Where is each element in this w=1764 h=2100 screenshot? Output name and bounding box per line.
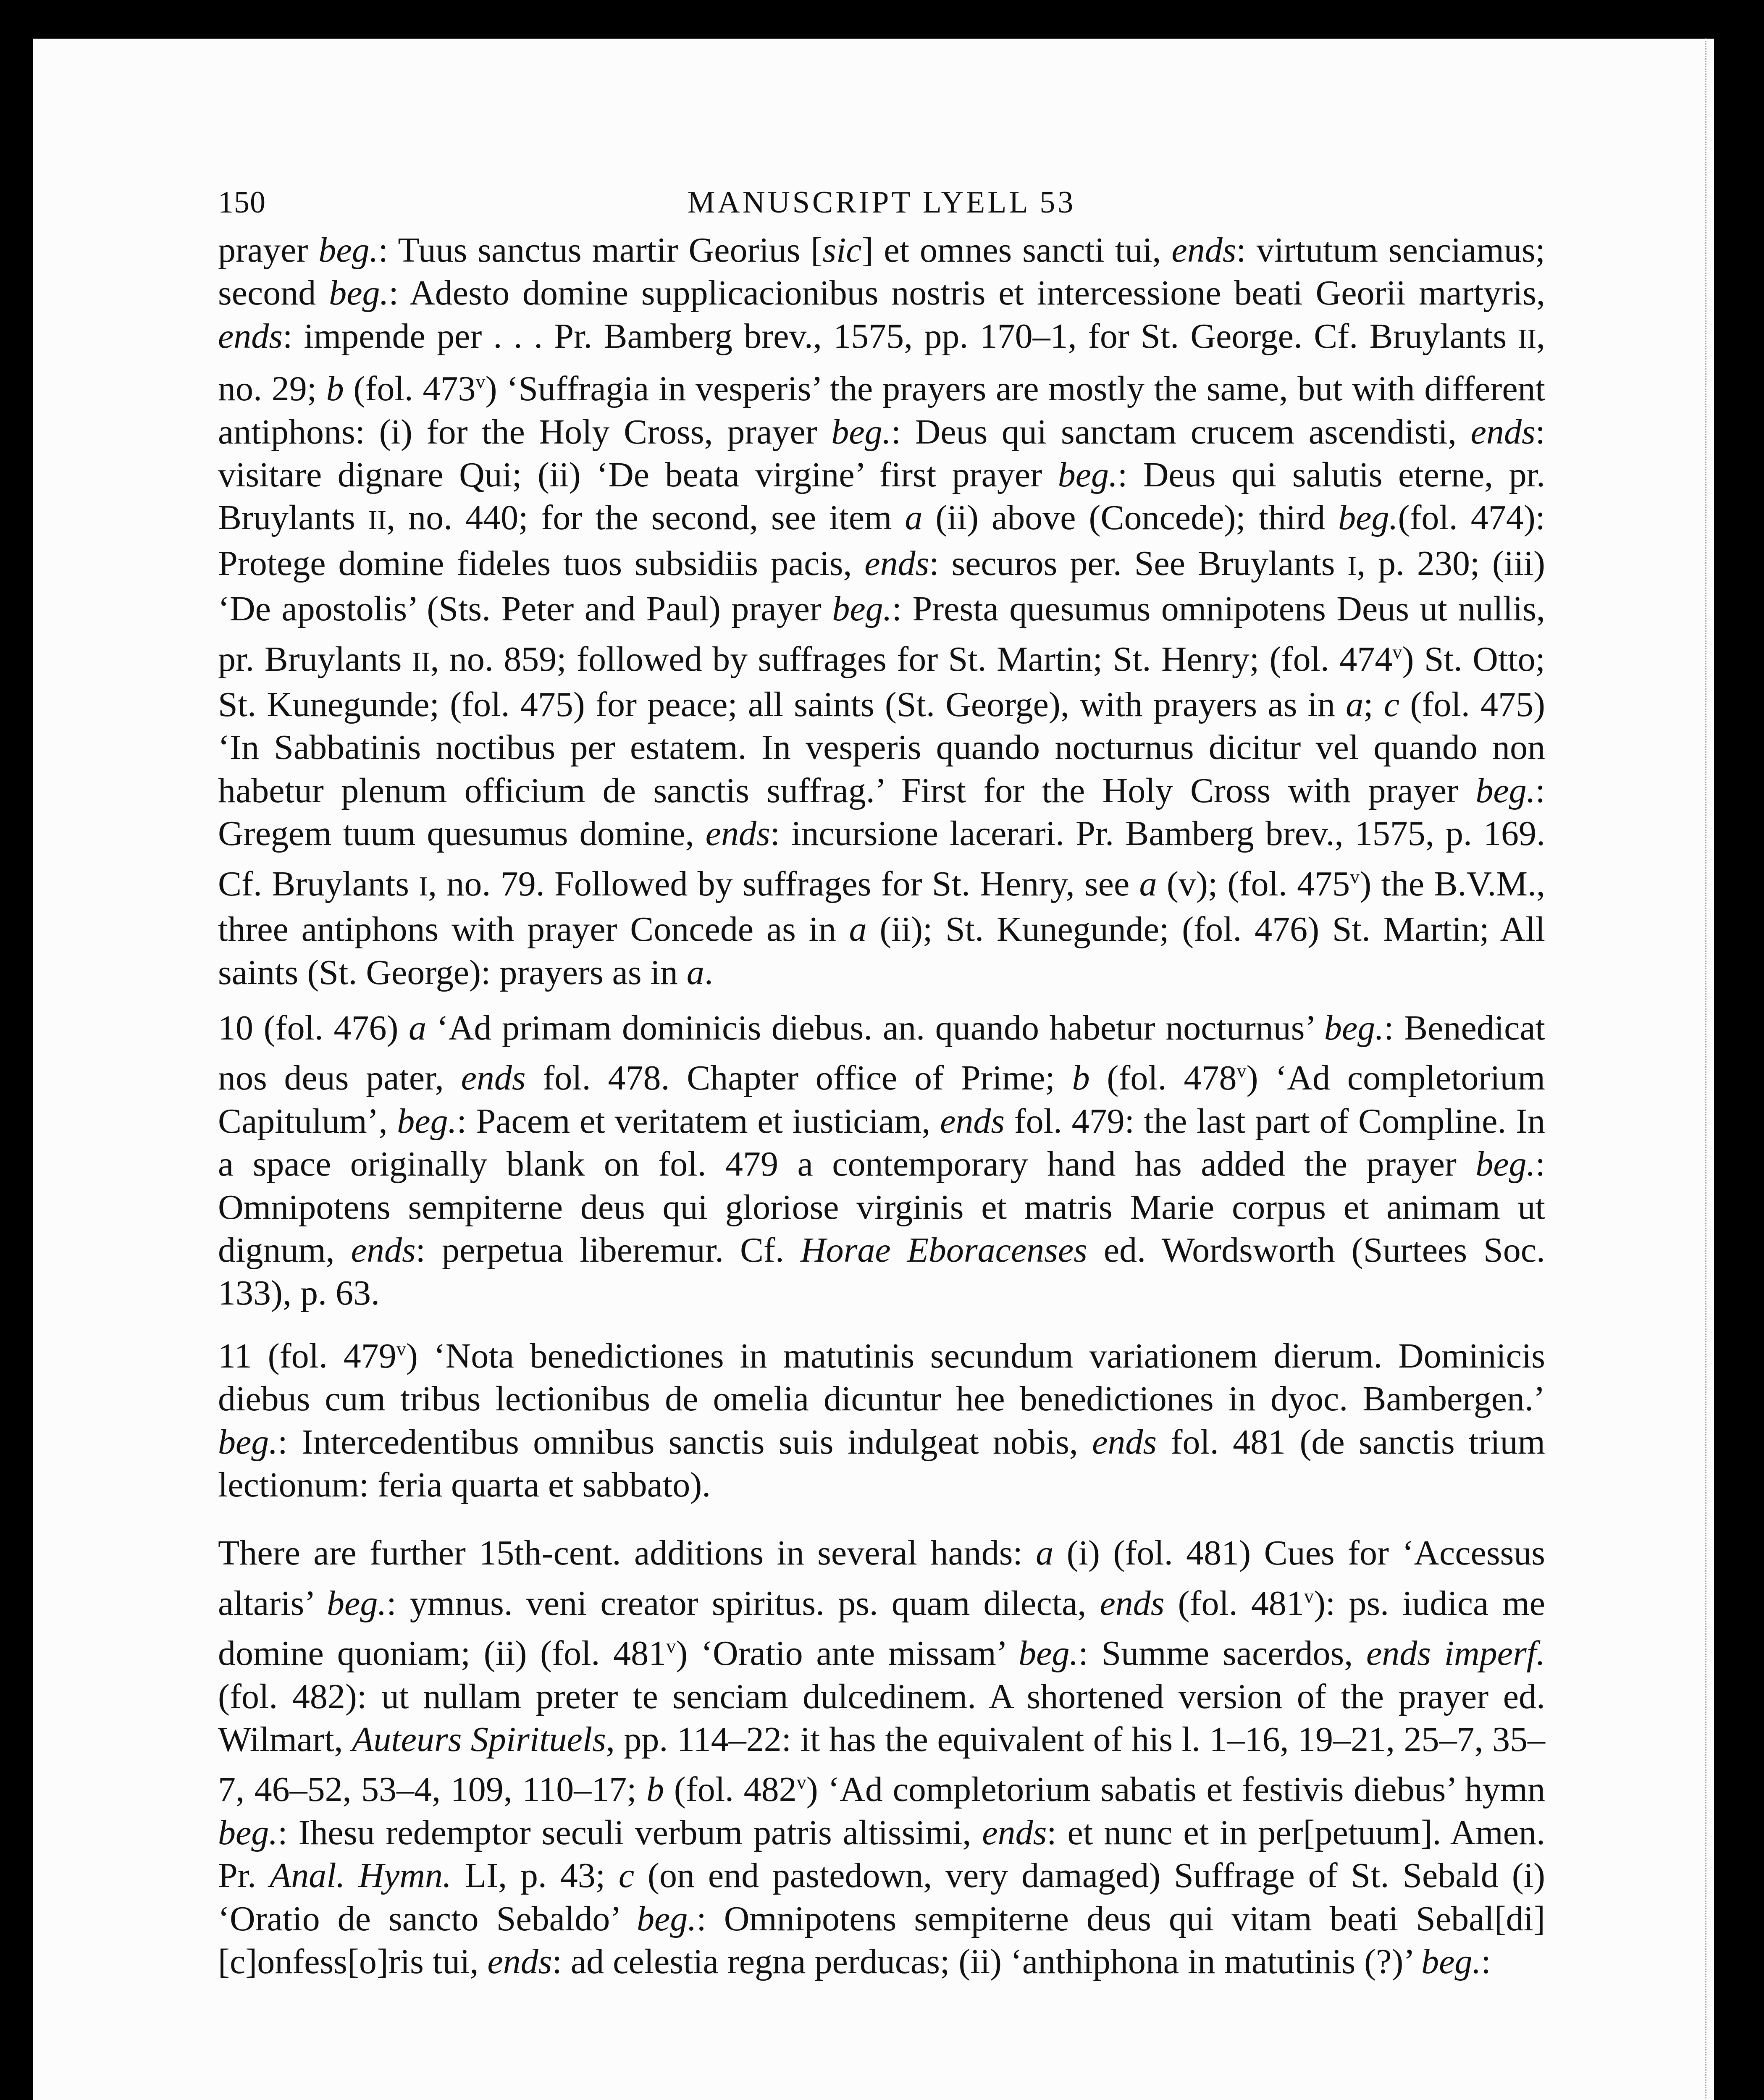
text-run: : securos per. See Bruylants — [929, 543, 1348, 583]
italic-run: a — [849, 910, 867, 949]
text-run: : Deus qui salutis eterne, pr. Bruylants — [218, 455, 1546, 538]
italic-run: ends — [487, 1942, 552, 1982]
text-run: : Ihesu redemptor seculi verbum patris altissimi, — [278, 1813, 982, 1852]
italic-run: a — [905, 498, 923, 538]
text-run: : Pacem et veritatem et iusticiam, — [457, 1101, 940, 1141]
text-run: : Presta quesumus omnipotens Deus ut nullis, pr. Bruylants — [218, 589, 1545, 679]
text-run: ed. Wordsworth (Surtees Soc. 133), p. 63. — [218, 1230, 1545, 1313]
italic-run: a — [1346, 685, 1364, 724]
italic-run: ends — [1092, 1422, 1157, 1462]
text-run: , pp. 114–22: it has the equivalent of his l. 1–16, 19–21, 25–7, 35–7, 46–52, 53–4, 109, 110–17; — [218, 1720, 1545, 1809]
italic-run: beg. — [1324, 1008, 1384, 1047]
italic-run: beg. — [327, 1583, 387, 1623]
text-run: (fol. 474): Protege domine fideles tuos subsidiis pacis, — [218, 498, 1546, 583]
superscript-run: v — [1350, 866, 1360, 887]
page-number: 150 — [218, 185, 266, 220]
text-run: : Intercedentibus omnibus sanctis suis indulgeat nobis, — [278, 1422, 1092, 1462]
text-run: : ymnus. veni creator spiritus. ps. quam dilecta, — [386, 1583, 1100, 1623]
text-run: : incursione lacerari. Pr. Bamberg brev., 1575, p. 169. Cf. Bruylants — [218, 814, 1545, 903]
italic-run: Auteurs Spirituels — [352, 1720, 606, 1759]
text-run: , no. 440; for the second, see item — [386, 498, 905, 538]
text-run: There are further 15th-cent. additions in several hands: — [218, 1533, 1036, 1573]
paragraph-additions — [218, 1532, 1545, 1983]
italic-run: beg. — [218, 1813, 278, 1852]
text-run: : ad celestia regna perducas; (ii) ‘anthiphona in matutinis (?)’ — [552, 1942, 1422, 1982]
superscript-run: v — [1392, 641, 1402, 663]
paragraph-item-11 — [218, 1328, 1545, 1507]
italic-run: a — [1036, 1533, 1054, 1573]
text-run: . — [704, 953, 713, 992]
italic-run: sic — [822, 231, 862, 270]
text-run: ) the B.V.M., three antiphons with prayer Concede as in — [218, 864, 1546, 949]
italic-run: beg. — [637, 1899, 697, 1938]
text-run: ) ‘Suffragia in vesperis’ the prayers are mostly the same, but with different antiphons: (i) for the Holy Cross, prayer — [218, 369, 1545, 452]
text-run: ) ‘Ad completorium sabatis et festivis diebus’ hymn — [806, 1770, 1545, 1809]
small-caps-run: I — [1347, 551, 1357, 581]
superscript-run: v — [396, 1338, 406, 1360]
text-run: LI, p. 43; — [451, 1856, 619, 1895]
text-run: , no. 79. Followed by suffrages for St. Henry, see — [428, 864, 1139, 903]
text-run: ): ps. iudica me domine quoniam; (ii) (fol. 481 — [218, 1583, 1545, 1673]
text-run: : Tuus sanctus martir Georius [ — [378, 231, 823, 270]
text-run: ) ‘Ad completorium Capitulum’, — [218, 1058, 1545, 1141]
superscript-run: v — [796, 1772, 806, 1793]
italic-run: beg. — [397, 1101, 457, 1141]
small-caps-run: I — [419, 871, 428, 902]
text-run: , no. 859; followed by suffrages for St. Martin; St. Henry; (fol. 474 — [430, 639, 1393, 679]
text-run: : Benedicat nos deus pater, — [218, 1008, 1545, 1098]
italic-run: ends — [1171, 231, 1236, 270]
text-run: (v); (fol. 475 — [1157, 864, 1350, 903]
page-edge-shadow — [1705, 38, 1708, 2100]
paragraph-continuation — [218, 229, 1545, 994]
text-run: , no. 29; — [218, 316, 1545, 409]
italic-run: beg. — [1058, 455, 1118, 495]
italic-run: a — [1139, 864, 1157, 903]
superscript-run: v — [1304, 1585, 1314, 1607]
text-run: : Omnipotens sempiterne deus qui vitam beati Sebal[di] [c]onfess[o]ris tui, — [218, 1899, 1545, 1982]
text-run: ; — [1363, 685, 1384, 724]
italic-run: beg. — [218, 1422, 278, 1462]
italic-run: ends — [864, 543, 929, 583]
italic-run: ends — [218, 316, 283, 356]
italic-run: beg. — [318, 231, 378, 270]
italic-run: ends — [1470, 412, 1536, 452]
italic-run: b — [1072, 1058, 1090, 1098]
text-run: ) ‘Oratio ante missam’ — [676, 1634, 1019, 1673]
text-run: ] et omnes sancti tui, — [861, 231, 1172, 270]
text-run: : Summe sacerdos, — [1078, 1634, 1366, 1673]
text-run: (fol. 481 — [1164, 1583, 1304, 1623]
italic-run: c — [618, 1856, 635, 1895]
italic-run: beg. — [1475, 771, 1536, 810]
italic-run: beg. — [1338, 498, 1398, 538]
text-run: prayer — [218, 231, 319, 270]
text-run: : et nunc et in per[petuum]. Amen. Pr. — [218, 1813, 1545, 1895]
text-run: 10 (fol. 476) — [218, 1008, 409, 1047]
text-run: : Deus qui sanctam crucem ascendisti, — [891, 412, 1471, 452]
text-run: fol. 479: the last part of Compline. In a space originally blank on fol. 479 a contemporary hand has added the prayer — [218, 1101, 1545, 1184]
small-caps-run: II — [1518, 323, 1536, 354]
italic-run: ends — [940, 1101, 1005, 1141]
text-run: : Adesto domine supplicacionibus nostris et intercessione beati Georii martyris, — [388, 273, 1545, 313]
italic-run: ends — [705, 814, 770, 853]
superscript-run: v — [1236, 1060, 1247, 1082]
text-run: fol. 478. Chapter office of Prime; — [525, 1058, 1072, 1098]
text-run: : visitare dignare Qui; (ii) ‘De beata virgine’ first prayer — [218, 412, 1545, 495]
italic-run: beg. — [831, 412, 891, 452]
text-run: ) ‘Nota benedictiones in matutinis secundum variationem dierum. Dominicis diebus cum tribus lectionibus de omelia dicuntur hee benedictiones in dyoc. Bambergen.’ — [218, 1336, 1545, 1419]
text-run: 11 (fol. 479 — [218, 1336, 396, 1376]
text-run: fol. 481 (de sanctis trium lectionum: feria quarta et sabbato). — [218, 1422, 1545, 1504]
text-run: (fol. 475) ‘In Sabbatinis noctibus per estatem. In vesperis quando nocturnus dicitur vel quando non habetur plenum officium de sanctis suffrag.’ First for the Holy Cross with prayer — [218, 685, 1545, 810]
body-text — [218, 229, 1545, 1983]
italic-run: beg. — [832, 589, 892, 629]
text-run: , p. 230; (iii) ‘De apostolis’ (Sts. Peter and Paul) prayer — [218, 543, 1546, 629]
text-run: : Omnipotens sempiterne deus qui gloriose virginis et matris Marie corpus et animam ut dignum, — [218, 1144, 1545, 1270]
text-run: : impende per . . . Pr. Bamberg brev., 1575, pp. 170–1, for St. George. Cf. Bruylants — [282, 316, 1518, 356]
running-title: MANUSCRIPT LYELL 53 — [687, 185, 1076, 220]
text-run: (on end pastedown, very damaged) Suffrage of St. Sebald (i) ‘Oratio de sancto Sebaldo’ — [218, 1856, 1545, 1938]
italic-run: c — [1383, 685, 1400, 724]
text-run: (ii); St. Kunegunde; (fol. 476) St. Martin; All saints (St. George): prayers as in — [218, 910, 1545, 992]
italic-run: ends imperf. — [1366, 1634, 1545, 1673]
italic-run: Horae Eboracenses — [800, 1230, 1087, 1270]
text-run: (fol. 482): ut nullam preter te senciam dulcedinem. A shortened version of the prayer ed. Wilmart, — [218, 1677, 1545, 1759]
paragraph-item-10 — [218, 1007, 1545, 1315]
italic-run: beg. — [1018, 1634, 1079, 1673]
text-run: : — [1481, 1942, 1491, 1982]
text-run: : Gregem tuum quesumus domine, — [218, 771, 1545, 853]
text-run: ‘Ad primam dominicis diebus. an. quando habetur nocturnus’ — [426, 1008, 1324, 1047]
text-run: (fol. 473 — [344, 369, 476, 409]
italic-run: ends — [461, 1058, 526, 1098]
page-header — [218, 181, 1545, 227]
text-run: (fol. 482 — [664, 1770, 797, 1809]
text-run: (fol. 478 — [1089, 1058, 1237, 1098]
superscript-run: v — [666, 1635, 676, 1657]
small-caps-run: II — [412, 646, 430, 677]
italic-run: ends — [351, 1230, 416, 1270]
text-run: ) St. Otto; St. Kunegunde; (fol. 475) for peace; all saints (St. George), with prayers as in — [218, 639, 1545, 724]
text-run: (i) (fol. 481) Cues for ‘Accessus altaris’ — [218, 1533, 1545, 1623]
superscript-run: v — [475, 371, 486, 393]
italic-run: ends — [982, 1813, 1047, 1852]
italic-run: Anal. Hymn. — [269, 1856, 452, 1895]
text-run: : perpetua liberemur. Cf. — [415, 1230, 801, 1270]
italic-run: a — [409, 1008, 427, 1047]
italic-run: beg. — [1475, 1144, 1536, 1184]
italic-run: beg. — [1421, 1942, 1481, 1982]
small-caps-run: II — [368, 505, 387, 536]
italic-run: beg. — [329, 273, 389, 313]
text-run: : virtutum senciamus; second — [218, 231, 1546, 313]
italic-run: b — [326, 369, 344, 409]
text-run: (ii) above (Concede); third — [922, 498, 1339, 538]
italic-run: ends — [1100, 1583, 1165, 1623]
italic-run: a — [686, 953, 704, 992]
italic-run: b — [646, 1770, 664, 1809]
